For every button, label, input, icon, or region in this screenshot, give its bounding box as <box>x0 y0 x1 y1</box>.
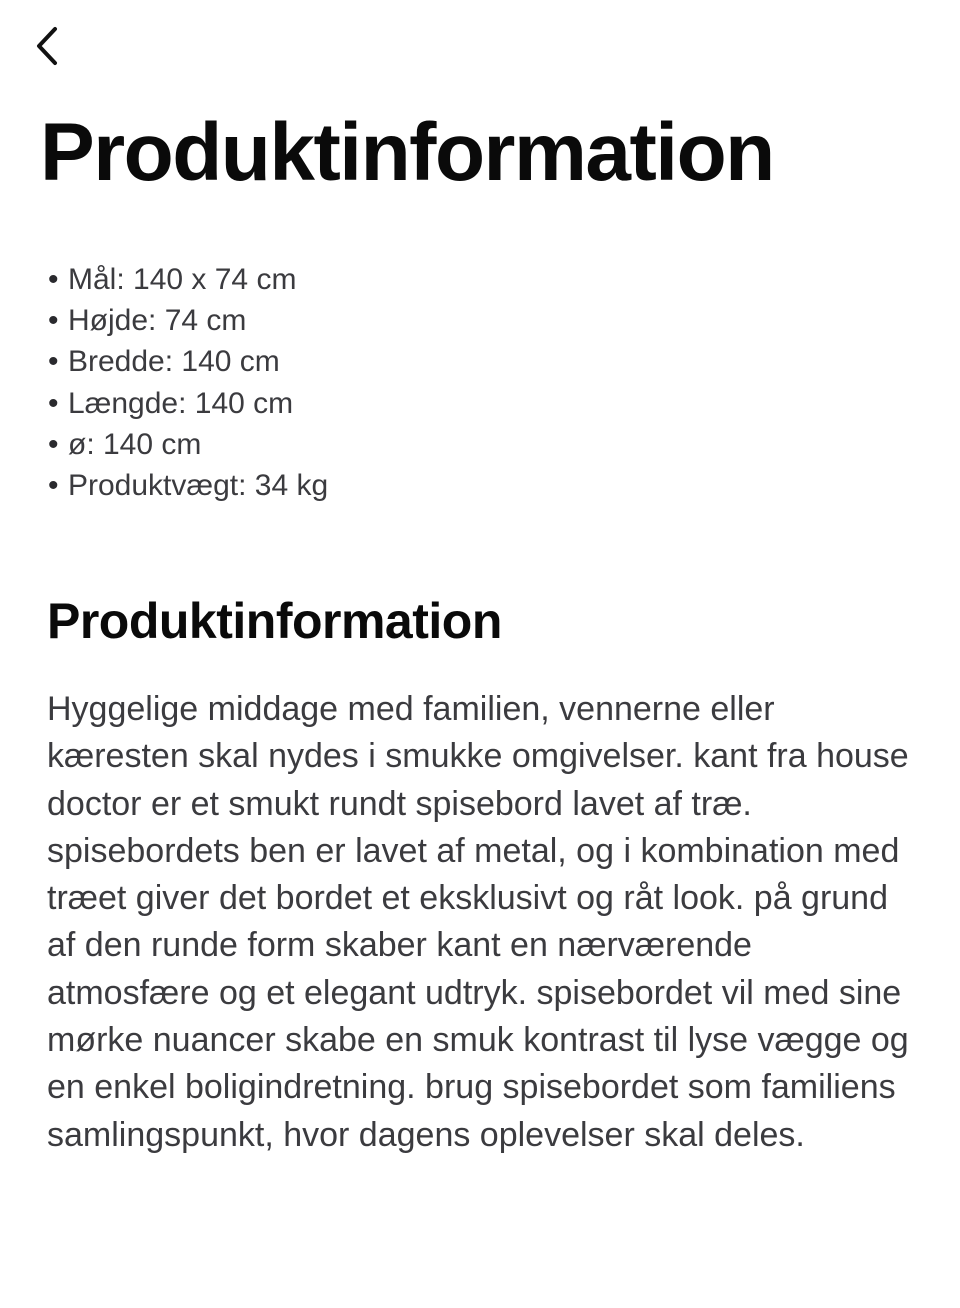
bullet: • <box>48 386 59 420</box>
spec-item <box>48 465 328 506</box>
spec-text: Mål: 140 x 74 cm <box>68 263 297 296</box>
specs-list <box>48 259 328 506</box>
spec-text: Bredde: 140 cm <box>68 345 280 379</box>
bullet: • <box>48 263 59 296</box>
bullet: • <box>48 304 59 338</box>
spec-text: Produktvægt: 34 kg <box>68 469 329 503</box>
section-title: Produktinformation <box>47 593 502 649</box>
bullet: • <box>48 469 59 503</box>
spec-item <box>48 341 328 382</box>
spec-text: Højde: 74 cm <box>68 304 247 338</box>
bullet: • <box>48 427 59 461</box>
spec-item <box>48 259 328 300</box>
product-description: Hyggelige middage med familien, vennerne eller kæresten skal nydes i smukke omgivelser. kant fra house doctor er et smukt rundt spisebord lavet af træ. spisebordets ben er lavet af metal, og i kombination med træet giver det bordet et eksklusivt og råt look. på grund af den runde form skaber kant en nærværende atmosfære og et elegant udtryk. spisebordet vil med sine mørke nuancer skabe en smuk kontrast til lyse vægge og en enkel boligindretning. brug spisebordet som familiens samlingspunkt, hvor dagens oplevelser skal deles. <box>47 690 909 1154</box>
spec-item <box>48 300 328 341</box>
spec-item <box>48 383 328 424</box>
spec-item <box>48 424 328 465</box>
back-button[interactable] <box>22 18 74 74</box>
chevron-left-icon <box>33 26 63 66</box>
spec-text: Længde: 140 cm <box>68 386 294 420</box>
bullet: • <box>48 345 59 379</box>
page-title: Produktinformation <box>40 107 774 198</box>
spec-text: ø: 140 cm <box>68 427 202 461</box>
